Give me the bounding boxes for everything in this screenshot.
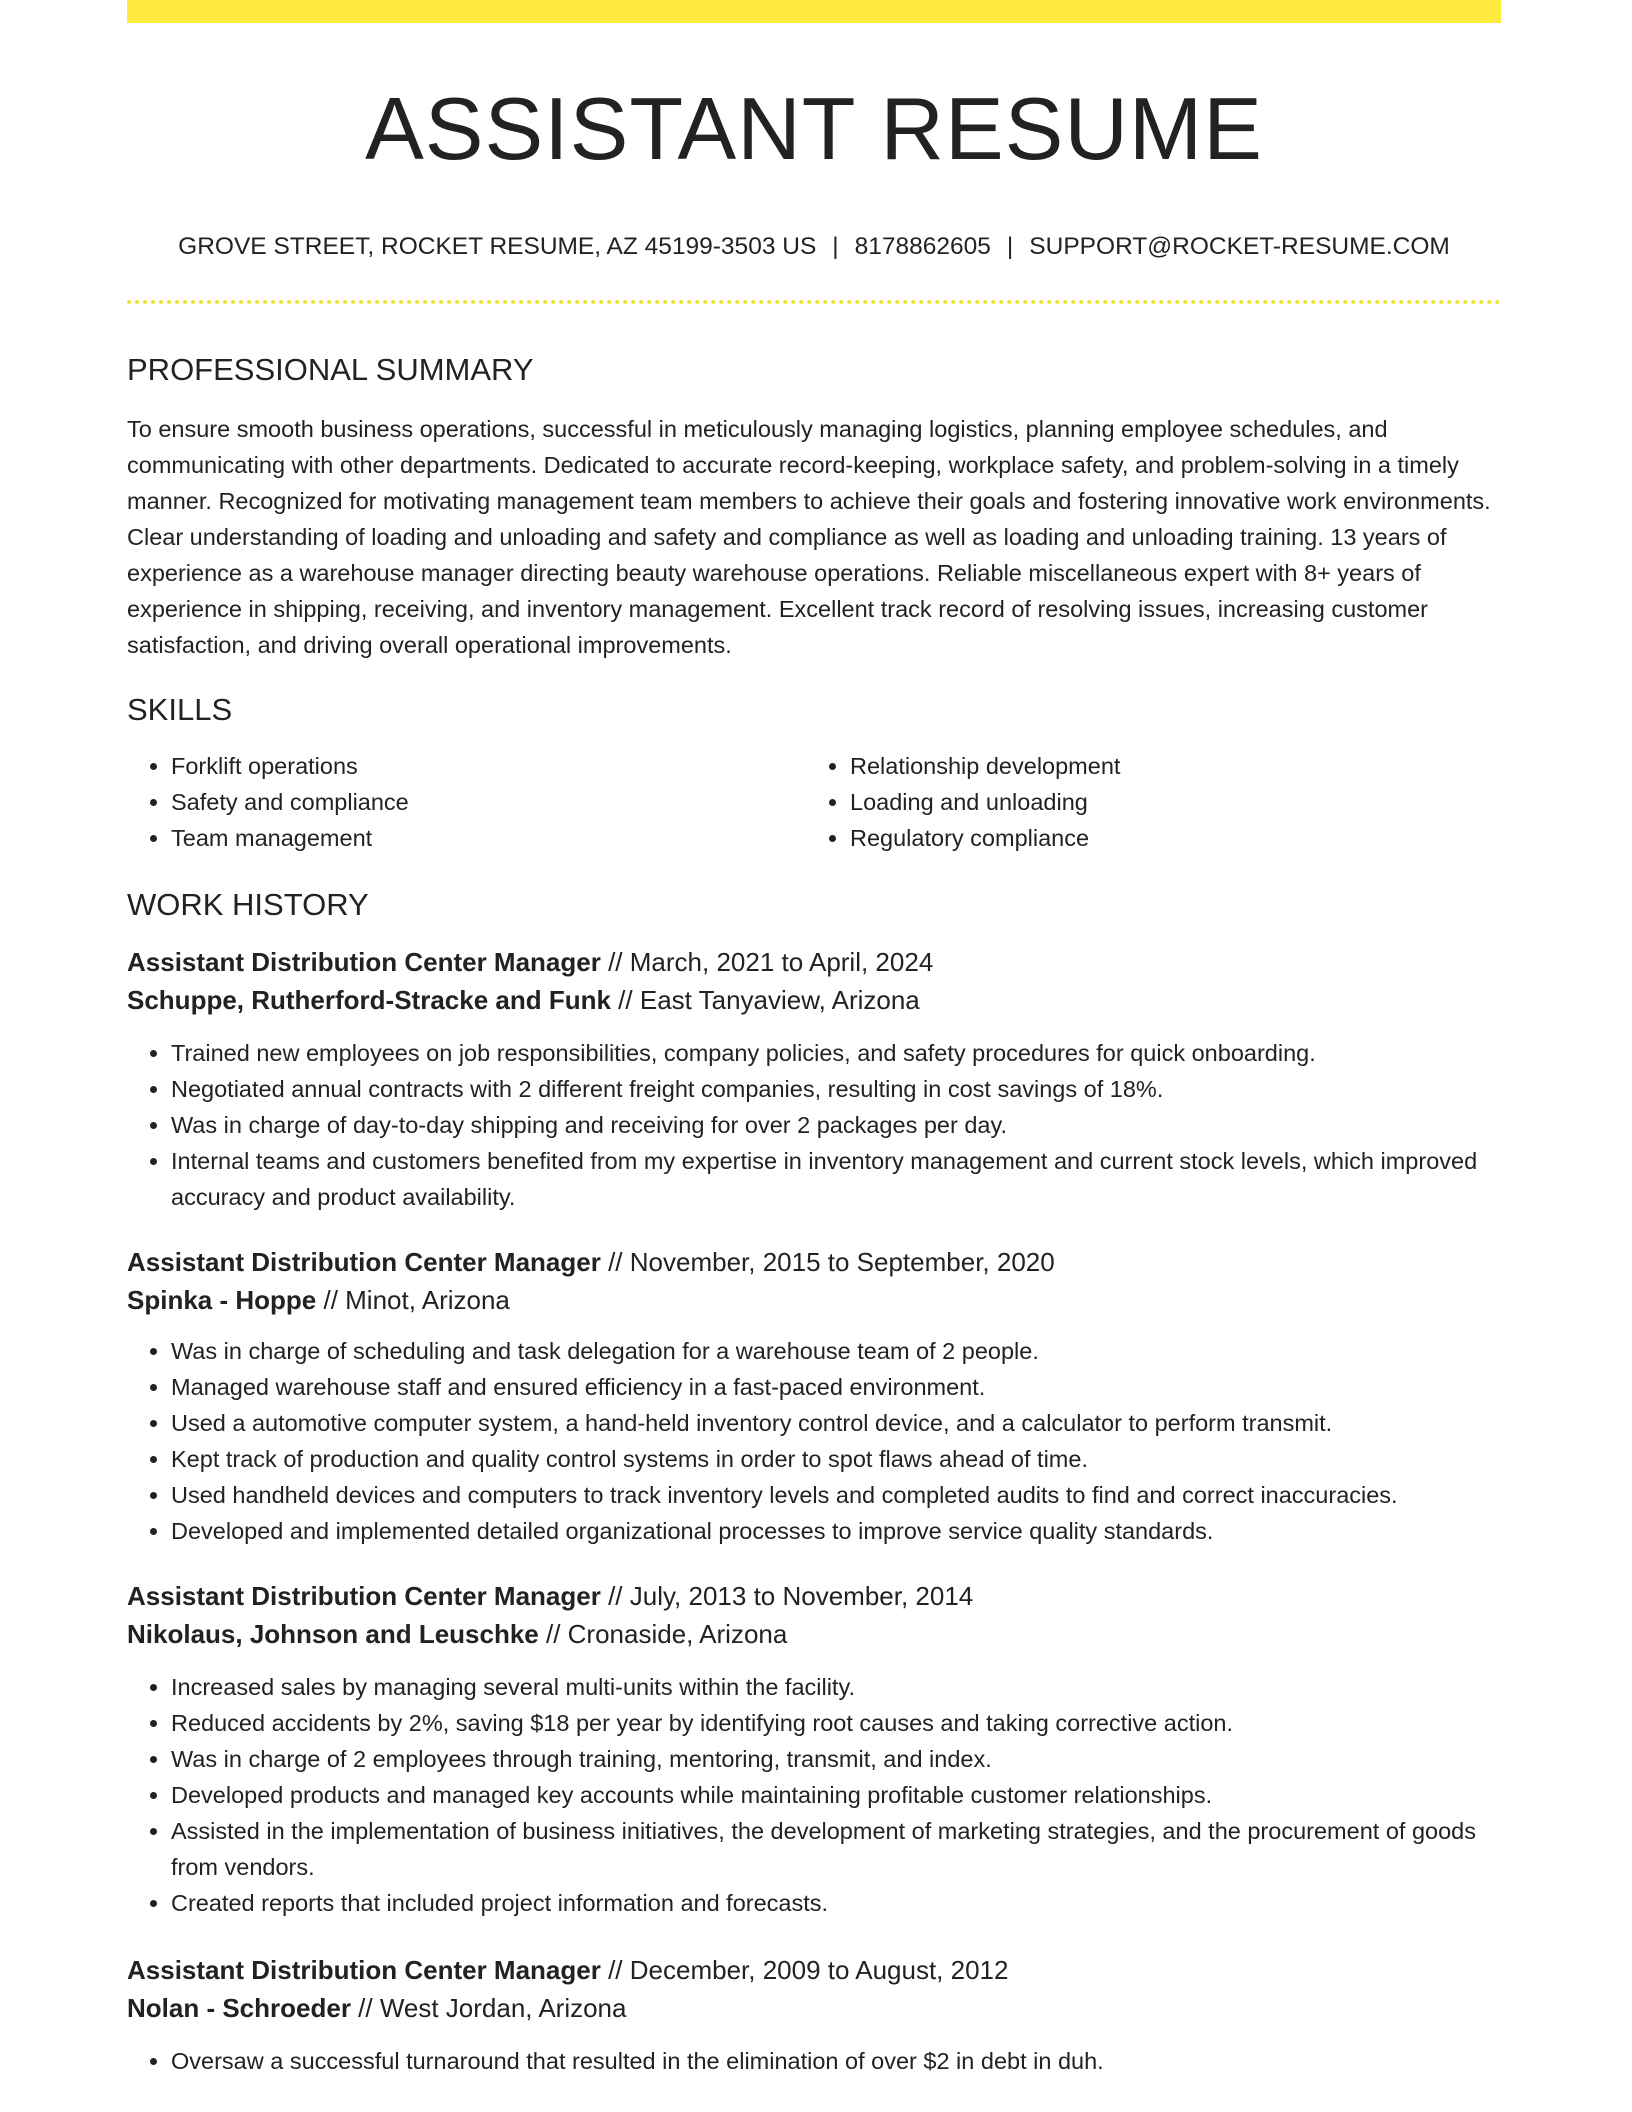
job-location: // Cronaside, Arizona xyxy=(538,1618,788,1649)
job-bullet: • Reduced accidents by 2%, saving $18 per year by identifying root causes and taking corrective action. xyxy=(171,1705,1501,1741)
job-bullets xyxy=(127,1035,1501,1215)
job-bullets xyxy=(127,1333,1501,1549)
resume-title: ASSISTANT RESUME xyxy=(365,79,1263,178)
job-dates: // November, 2015 to September, 2020 xyxy=(600,1246,1055,1277)
contact-separator: | xyxy=(1006,232,1014,260)
skills-heading: SKILLS xyxy=(127,691,233,727)
job-role: Assistant Distribution Center Manager xyxy=(127,1580,601,1611)
job-title-line xyxy=(127,943,1501,981)
summary-text: To ensure smooth business operations, successful in meticulously managing logistics, planning employee schedules, and communicating with other departments. Dedicated to accurate record-keeping, workplace safety, and problem-solving in a timely manner. Recognized for motivating management team members to achieve their goals and fostering innovative work environments. Clear understanding of loading and unloading and safety and compliance as well as loading and unloading training. 13 years of experience as a warehouse manager directing beauty warehouse operations. Reliable miscellaneous expert with 8+ years of experience in shipping, receiving, and inventory management. Excellent track record of resolving issues, increasing customer satisfaction, and driving overall operational improvements. xyxy=(127,415,1491,658)
skill-item: • Team management xyxy=(171,820,806,856)
skills-column-right xyxy=(806,748,1485,856)
job-company: Spinka - Hoppe xyxy=(127,1284,317,1315)
skill-item: • Safety and compliance xyxy=(171,784,806,820)
job-bullet: • Trained new employees on job responsibilities, company policies, and safety procedures for quick onboarding. xyxy=(171,1035,1501,1071)
work-history-heading: WORK HISTORY xyxy=(127,886,369,922)
job-bullet: • Developed and implemented detailed organizational processes to improve service quality standards. xyxy=(171,1513,1501,1549)
job-company-line xyxy=(127,1281,1501,1319)
job-bullets xyxy=(127,1669,1501,1921)
job-company: Schuppe, Rutherford-Stracke and Funk xyxy=(127,984,611,1015)
job-company: Nikolaus, Johnson and Leuschke xyxy=(127,1618,539,1649)
job-bullet: • Was in charge of day-to-day shipping and receiving for over 2 packages per day. xyxy=(171,1107,1501,1143)
job-bullet: • Managed warehouse staff and ensured efficiency in a fast-paced environment. xyxy=(171,1369,1501,1405)
contact-phone: 8178862605 xyxy=(854,232,991,260)
contact-address: GROVE STREET, ROCKET RESUME, AZ 45199-3503 US xyxy=(178,232,817,260)
job-bullet: • Increased sales by managing several multi-units within the facility. xyxy=(171,1669,1501,1705)
skills-column-left xyxy=(127,748,806,856)
job-company-line xyxy=(127,1989,1501,2027)
job-bullet: • Internal teams and customers benefited from my expertise in inventory management and current stock levels, which improved accuracy and product availability. xyxy=(171,1143,1501,1215)
job-location: // East Tanyaview, Arizona xyxy=(610,984,920,1015)
contact-email: SUPPORT@ROCKET-RESUME.COM xyxy=(1029,232,1450,260)
job-bullet: • Assisted in the implementation of business initiatives, the development of marketing strategies, and the procurement of goods from vendors. xyxy=(171,1813,1501,1885)
job-entry xyxy=(127,1951,1501,2079)
job-bullet: • Developed products and managed key accounts while maintaining profitable customer relationships. xyxy=(171,1777,1501,1813)
job-entry xyxy=(127,943,1501,1215)
job-company: Nolan - Schroeder xyxy=(127,1992,351,2023)
job-bullet: • Used a automotive computer system, a hand-held inventory control device, and a calculator to perform transmit. xyxy=(171,1405,1501,1441)
header-divider xyxy=(127,300,1501,304)
job-bullet: • Kept track of production and quality control systems in order to spot flaws ahead of time. xyxy=(171,1441,1501,1477)
job-title-line xyxy=(127,1243,1501,1281)
skill-item: • Forklift operations xyxy=(171,748,806,784)
contact-line xyxy=(127,232,1501,261)
job-company-line xyxy=(127,1615,1501,1653)
job-location: // West Jordan, Arizona xyxy=(350,1992,627,2023)
job-bullet: • Was in charge of 2 employees through training, mentoring, transmit, and index. xyxy=(171,1741,1501,1777)
job-title-line xyxy=(127,1951,1501,1989)
skill-item: • Loading and unloading xyxy=(850,784,1485,820)
job-bullet: • Oversaw a successful turnaround that resulted in the elimination of over $2 in debt in duh. xyxy=(171,2043,1501,2079)
job-role: Assistant Distribution Center Manager xyxy=(127,946,601,977)
job-entry xyxy=(127,1577,1501,1921)
resume-page xyxy=(127,0,1501,2079)
job-bullet: • Negotiated annual contracts with 2 different freight companies, resulting in cost savings of 18%. xyxy=(171,1071,1501,1107)
job-title-line xyxy=(127,1577,1501,1615)
job-bullet: • Created reports that included project information and forecasts. xyxy=(171,1885,1501,1921)
job-location: // Minot, Arizona xyxy=(316,1284,510,1315)
accent-bar xyxy=(127,0,1501,23)
job-role: Assistant Distribution Center Manager xyxy=(127,1954,601,1985)
skills-list xyxy=(127,748,1501,856)
job-dates: // July, 2013 to November, 2014 xyxy=(600,1580,974,1611)
job-bullet: • Was in charge of scheduling and task delegation for a warehouse team of 2 people. xyxy=(171,1333,1501,1369)
job-company-line xyxy=(127,981,1501,1019)
contact-separator: | xyxy=(832,232,839,260)
skill-item: • Relationship development xyxy=(850,748,1485,784)
job-bullet: • Used handheld devices and computers to track inventory levels and completed audits to find and correct inaccuracies. xyxy=(171,1477,1501,1513)
summary-heading: PROFESSIONAL SUMMARY xyxy=(127,352,534,388)
skill-item: • Regulatory compliance xyxy=(850,820,1485,856)
job-dates: // December, 2009 to August, 2012 xyxy=(600,1954,1009,1985)
job-entry xyxy=(127,1243,1501,1549)
job-role: Assistant Distribution Center Manager xyxy=(127,1246,601,1277)
job-dates: // March, 2021 to April, 2024 xyxy=(600,946,934,977)
job-bullets xyxy=(127,2043,1501,2079)
